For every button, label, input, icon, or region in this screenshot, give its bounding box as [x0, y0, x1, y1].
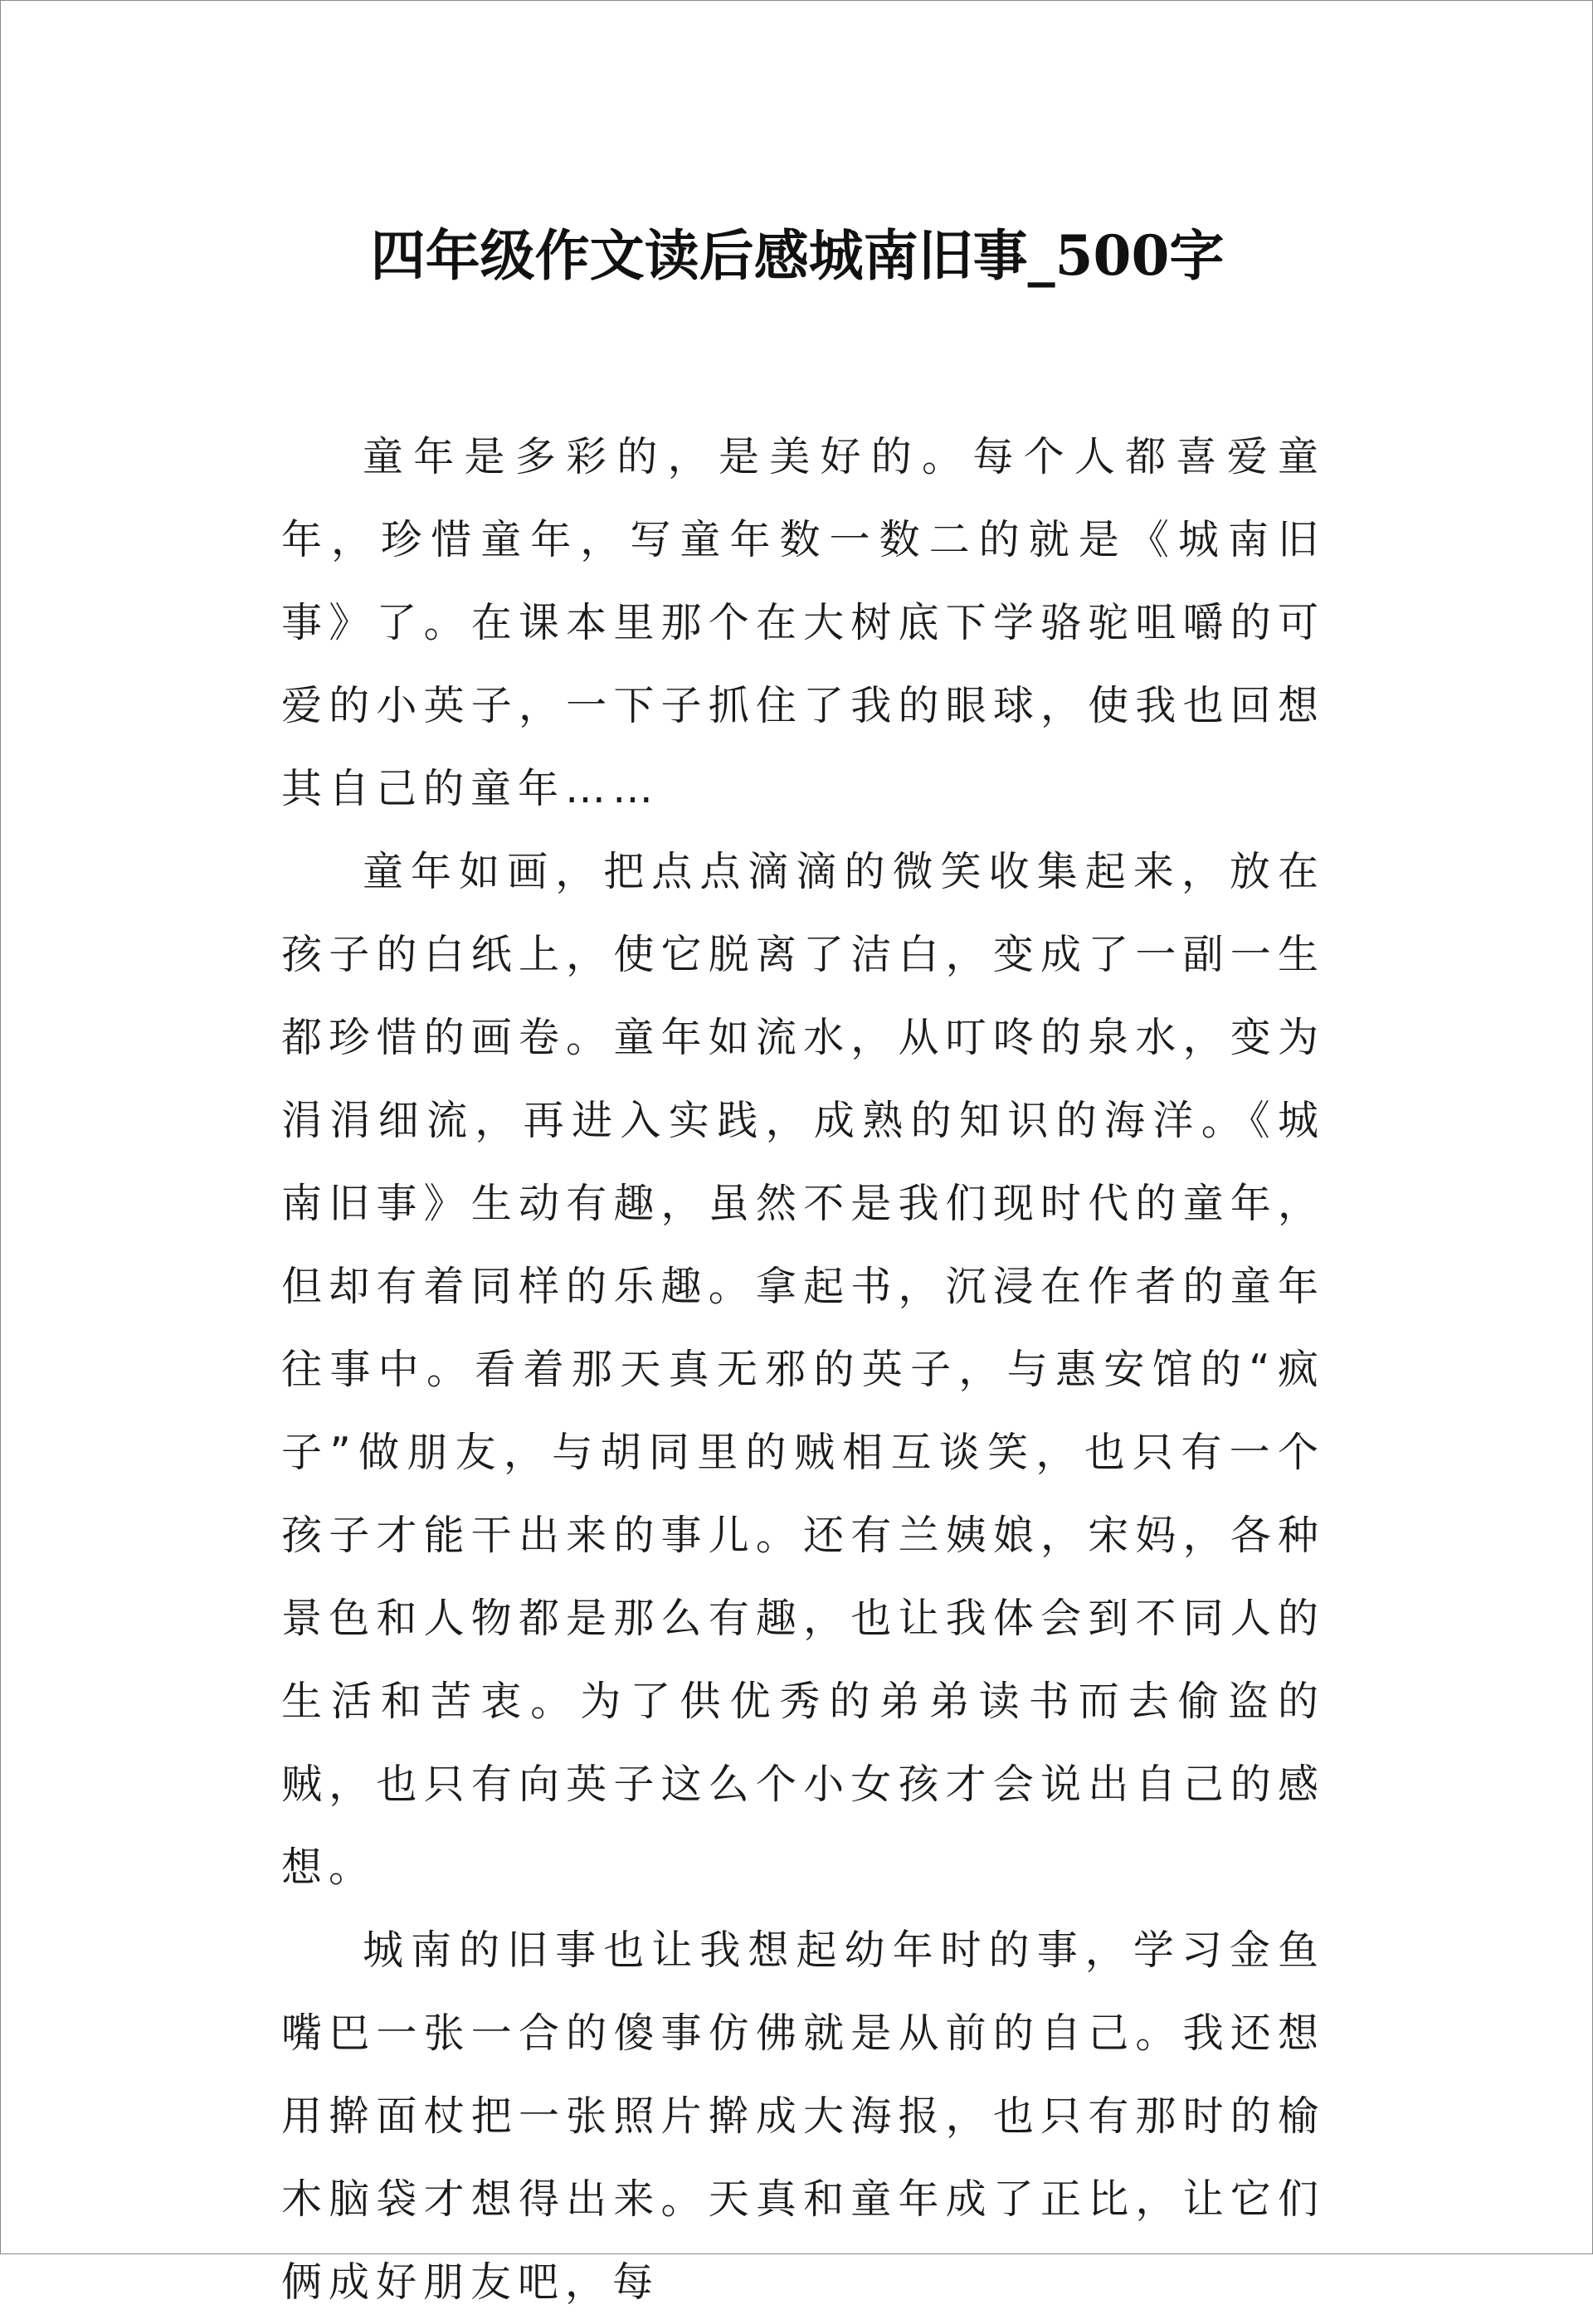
paragraph-2: 童年如画，把点点滴滴的微笑收集起来，放在孩子的白纸上，使它脱离了洁白，变成了一副一生都珍惜的画卷。童年如流水，从叮咚的泉水，变为涓涓细流，再进入实践，成熟的知识的海洋。《城南旧事》生动有趣，虽然不是我们现时代的童年，但却有着同样的乐趣。拿起书，沉浸在作者的童年往事中。看着那天真无邪的英子，与惠安馆的“疯子”做朋友，与胡同里的贼相互谈笑，也只有一个孩子才能干出来的事儿。还有兰姨娘，宋妈，各种景色和人物都是那么有趣，也让我体会到不同人的生活和苦衷。为了供优秀的弟弟读书而去偷盗的贼，也只有向英子这么个小女孩才会说出自己的感想。 [281, 848, 1325, 1891]
document-body [281, 416, 1325, 2324]
document-title: 四年级作文读后感城南旧事_500字 [370, 223, 1225, 288]
paragraph-1: 童年是多彩的，是美好的。每个人都喜爱童年，珍惜童年，写童年数一数二的就是《城南旧事》了。在课本里那个在大树底下学骆驼咀嚼的可爱的小英子，一下子抓住了我的眼球，使我也回想其自己的童年…… [281, 433, 1325, 812]
paragraph-3: 城南的旧事也让我想起幼年时的事，学习金鱼嘴巴一张一合的傻事仿佛就是从前的自己。我还想用擀面杖把一张照片擀成大海报，也只有那时的榆木脑袋才想得出来。天真和童年成了正比，让它们俩成好朋友吧，每 [281, 1927, 1325, 2306]
